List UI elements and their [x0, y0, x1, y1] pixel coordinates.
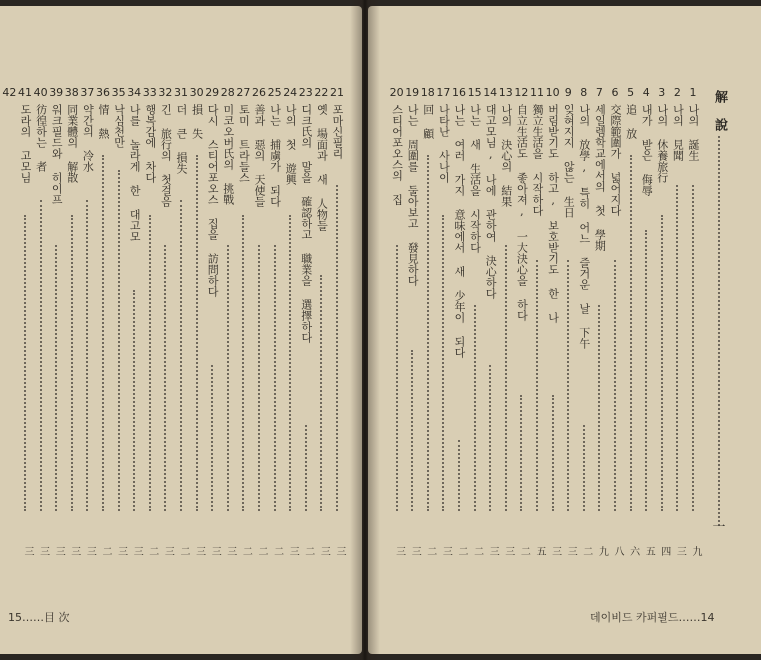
toc-entry-title: 나타난 사나이 [437, 104, 451, 183]
toc-entry-number: 29 [205, 86, 220, 99]
toc-entry [330, 86, 345, 556]
toc-entry-title: 워크필드와 히이프 [50, 104, 64, 205]
toc-entry-page: 三 [502, 546, 514, 556]
toc-entry-title: 追 放 [624, 104, 638, 139]
toc-entry-page: 四 [658, 546, 670, 556]
toc-entry-number: 9 [564, 86, 572, 99]
toc-entry-title: 약간의 冷水 [81, 104, 95, 172]
toc-entry-number: 28 [220, 86, 235, 99]
toc-entry [283, 86, 299, 556]
toc-entry-leader [211, 365, 213, 511]
toc-entry-number: 6 [611, 86, 619, 99]
commentary-heading-leader [718, 136, 720, 526]
toc-entry-leader [86, 200, 88, 511]
toc-entry-page: 二 [580, 546, 592, 556]
toc-entry-page: 二 [456, 546, 467, 556]
toc-entry [142, 86, 158, 556]
toc-entry [514, 86, 530, 556]
toc-entry [220, 86, 236, 556]
toc-entry-leader [227, 245, 229, 511]
toc-entry [483, 86, 499, 556]
toc-entry-page: 三 [549, 546, 561, 556]
toc-entry-page: 三 [115, 546, 127, 556]
toc-entry-title: 나의 休養旅行 [655, 104, 669, 183]
toc-entry-leader [567, 260, 569, 511]
toc-entry-page: 三 [287, 546, 299, 556]
toc-entry-title: 미코오버氏의 挑戰 [221, 104, 235, 205]
toc-entry-page: 二 [146, 546, 158, 556]
right-page-footer: 데이비드 카퍼필드……14 [590, 611, 715, 624]
toc-entry [298, 86, 314, 556]
toc-entry-leader [149, 215, 151, 511]
toc-entry [2, 86, 17, 546]
toc-entry-number: 38 [64, 86, 79, 99]
toc-entry-title: 대고모님, 나에 관하여 決心하다 [484, 104, 498, 299]
toc-entry-number: 33 [142, 86, 157, 99]
toc-entry-page: 三 [224, 546, 236, 556]
toc-entry [80, 86, 96, 556]
toc-entry-page: 三 [565, 546, 577, 556]
toc-entry-title: 나의 放學, 특히 어느 즐거운 날 下午 [577, 104, 591, 349]
toc-entry-page: 三 [37, 546, 49, 556]
toc-entry-page: 三 [409, 546, 421, 556]
left-page-footer: 15……目 次 [8, 611, 70, 624]
toc-entry-page: 三 [334, 546, 345, 556]
toc-entry-page: 三 [440, 546, 452, 556]
toc-entry [33, 86, 49, 556]
toc-entry-leader [645, 230, 647, 511]
toc-entry-title: 回 顧 [421, 104, 435, 139]
toc-entry-title: 自立生活도 좋아져, 一大決心을 하다 [515, 104, 529, 321]
toc-entry-leader [196, 155, 198, 511]
toc-entry-number: 13 [498, 86, 513, 99]
toc-entry [205, 86, 221, 556]
toc-entry-title: 도라의 고모님 [19, 104, 32, 183]
toc-entry-number: 31 [174, 86, 188, 99]
toc-entry-title: 잊혀지지 않는 生日 [562, 104, 576, 218]
toc-entry-number: 21 [330, 86, 344, 99]
toc-entry-title: 나는 새 生活을 시작하다 [468, 104, 482, 253]
toc-entry-leader [396, 245, 398, 511]
toc-entry-leader [474, 305, 476, 511]
toc-entry-page: 三 [162, 546, 174, 556]
toc-entry [670, 86, 686, 556]
toc-entry-page: 三 [68, 546, 80, 556]
toc-entry-leader [133, 290, 135, 511]
toc-entry-number: 7 [595, 86, 603, 99]
toc-entry-number: 27 [236, 86, 251, 99]
toc-entry-page: 九 [690, 546, 701, 556]
toc-entry-number: 41 [18, 86, 32, 99]
toc-entry-leader [692, 185, 694, 511]
toc-entry-number: 14 [483, 86, 498, 99]
toc-entry [236, 86, 252, 556]
toc-entry-leader [458, 440, 460, 511]
toc-entry-leader [40, 200, 42, 511]
toc-entry-number: 8 [580, 86, 588, 99]
toc-entry-leader [520, 395, 522, 511]
toc-entry-number: 26 [252, 86, 266, 99]
commentary-heading [710, 90, 728, 131]
toc-entry-number: 34 [127, 86, 142, 99]
toc-entry [127, 86, 143, 556]
toc-entry-leader [102, 155, 104, 511]
toc-entry-page: 二 [240, 546, 252, 556]
toc-entry-number: 24 [283, 86, 298, 99]
toc-entry-number: 32 [158, 86, 173, 99]
toc-entry-leader [661, 215, 663, 511]
toc-entry-page: 五 [643, 546, 655, 556]
toc-entry-title: 내가 받은 侮辱 [640, 104, 654, 196]
toc-entry-number: 20 [389, 86, 404, 99]
toc-entry-leader [71, 215, 73, 511]
commentary-heading-title: 解 說 [712, 90, 727, 131]
toc-entry-page: 三 [674, 546, 686, 556]
toc-entry-title: 더 큰 損失 [175, 104, 188, 174]
toc-entry-title: 나의 誕生 [687, 104, 700, 161]
toc-entry-number: 11 [530, 86, 544, 99]
toc-entry-number: 23 [298, 86, 313, 99]
toc-entry-page: 二 [424, 546, 436, 556]
toc-entry-leader [505, 245, 507, 511]
toc-entry-leader [164, 245, 166, 511]
toc-entry-page: 三 [84, 546, 96, 556]
toc-entry-leader [427, 155, 429, 511]
toc-entry-page: 二 [100, 546, 111, 556]
toc-entry-page: 二 [302, 546, 314, 556]
toc-entry [389, 86, 405, 556]
toc-entry-number: 2 [673, 86, 681, 99]
toc-entry-page: 二 [178, 546, 189, 556]
toc-entry-leader [336, 185, 338, 511]
toc-entry-title: 損 失 [190, 104, 204, 139]
toc-entry [436, 86, 452, 556]
toc-entry-page: 二 [518, 546, 530, 556]
toc-entry-title: 나는 捕虜가 되다 [268, 104, 282, 207]
toc-entry-leader [598, 305, 600, 511]
toc-entry-title: 情 熱 [97, 104, 110, 139]
toc-entry [452, 86, 467, 556]
toc-entry-title: 나의 見聞 [671, 104, 685, 161]
toc-entry-title: 디크氏의 말을 確認하고 職業을 選擇하다 [299, 104, 313, 343]
commentary-heading-page: 一 [712, 520, 726, 535]
toc-entry-leader [614, 260, 616, 511]
toc-entry-page: 八 [612, 546, 623, 556]
toc-entry-page: 三 [53, 546, 65, 556]
toc-entry-leader [676, 185, 678, 511]
toc-entry [420, 86, 436, 556]
toc-entry-leader [180, 200, 182, 511]
toc-entry [405, 86, 421, 556]
toc-entry-number: 30 [189, 86, 204, 99]
toc-entry-page: 三 [393, 546, 405, 556]
toc-entry [96, 86, 111, 556]
toc-entry-number: 1 [689, 86, 697, 99]
left-page [0, 6, 362, 654]
toc-entry-number: 25 [267, 86, 282, 99]
toc-entry-title: 낙심천만 [112, 104, 126, 148]
right-page [368, 6, 761, 654]
toc-entry-title: 交際範圍가 넓어지다 [609, 104, 622, 216]
toc-entry [577, 86, 592, 556]
toc-entry [624, 86, 639, 556]
toc-entry-leader [442, 215, 444, 511]
toc-entry-leader [320, 275, 322, 511]
toc-entry-number: 5 [627, 86, 635, 99]
toc-entry-title: 獨立生活을 시작하다 [531, 104, 544, 216]
toc-entry [467, 86, 483, 556]
toc-entry-page: 三 [193, 546, 205, 556]
toc-entry [64, 86, 80, 556]
toc-entry-page: 三 [22, 546, 33, 556]
toc-entry [252, 86, 267, 556]
toc-entry [530, 86, 545, 556]
toc-entry-page: 五 [534, 546, 545, 556]
toc-entry-number: 18 [420, 86, 435, 99]
toc-entry-title: 포마신필리 [331, 104, 344, 159]
toc-entry-title: 나는 여러 가지 意味에서 새 少年이 되다 [453, 104, 466, 358]
toc-entry-page: 二 [471, 546, 483, 556]
toc-entry-number: 12 [514, 86, 529, 99]
toc-entry-title: 彷徨하는 者 [34, 104, 48, 172]
toc-entry [158, 86, 174, 556]
toc-entry-leader [583, 425, 585, 511]
toc-entry-leader [274, 245, 276, 511]
toc-entry [545, 86, 561, 556]
toc-entry-page: 三 [318, 546, 330, 556]
toc-entry-leader [489, 365, 491, 511]
toc-entry [592, 86, 608, 556]
toc-entry-title: 버림받기도 하고, 보호받기도 한 나 [546, 104, 560, 323]
toc-entry-title: 스티어포오스의 집 [390, 104, 404, 205]
toc-entry-number: 17 [436, 86, 451, 99]
toc-entry-title: 세일렘학교에서의 첫 學期 [593, 104, 607, 251]
toc-entry-number: 15 [467, 86, 482, 99]
toc-entry [655, 86, 670, 556]
toc-entry [686, 86, 701, 556]
toc-entry-number: 42 [2, 86, 17, 99]
toc-entry-leader [55, 245, 57, 511]
toc-entry-number: 3 [658, 86, 666, 99]
toc-entry-leader [411, 350, 413, 511]
toc-entry-title: 善과 惡의 天使들 [253, 104, 266, 207]
toc-entry-leader [630, 155, 632, 511]
toc-entry-number: 39 [49, 86, 64, 99]
toc-entry [267, 86, 283, 556]
toc-entry-page: 三 [131, 546, 143, 556]
toc-entry-title: 다시 스티어포오스 집을 訪問하다 [206, 104, 220, 297]
toc-entry [49, 86, 65, 556]
toc-entry [639, 86, 655, 556]
toc-entry-title: 나는 周圍를 둘아보고 發見하다 [406, 104, 420, 286]
toc-entry-number: 22 [314, 86, 329, 99]
toc-entry-number: 37 [80, 86, 95, 99]
toc-entry-leader [289, 215, 291, 511]
toc-entry-page: 二 [271, 546, 283, 556]
toc-entry [174, 86, 189, 556]
toc-entry-leader [536, 260, 538, 511]
toc-entry-page: 六 [627, 546, 639, 556]
toc-entry-leader [118, 170, 120, 511]
toc-entry [561, 86, 577, 556]
toc-entry-number: 19 [405, 86, 420, 99]
toc-entry-page: 九 [596, 546, 608, 556]
toc-entry-number: 4 [642, 86, 650, 99]
toc-entry-title: 긴 旅行의 첫걸음 [159, 104, 173, 207]
toc-entry-page: 二 [256, 546, 267, 556]
toc-entry-title: 同業體의 解散 [65, 104, 79, 183]
toc-entry-page: 三 [209, 546, 221, 556]
toc-entry-title: 나를 놀라게 한 대고모 [128, 104, 142, 242]
toc-entry-title: 옛 場面과 새 人物들 [315, 104, 329, 231]
toc-entry-title: 토미 트라들스 [237, 104, 251, 183]
toc-entry [498, 86, 514, 556]
toc-entry-number: 36 [96, 86, 110, 99]
toc-entry [189, 86, 205, 556]
toc-entry-leader [242, 215, 244, 511]
toc-entry-number: 16 [452, 86, 466, 99]
toc-entry-number: 10 [545, 86, 560, 99]
toc-entry-leader [305, 425, 307, 511]
toc-entry-page: 三 [487, 546, 499, 556]
toc-entry-title: 나의 첫 遊興 [284, 104, 298, 185]
toc-entry-title: 행복감에 차다 [143, 104, 157, 183]
toc-entry [111, 86, 127, 556]
toc-entry-number: 35 [111, 86, 126, 99]
toc-entry-title: 나의 決心의 結果 [499, 104, 513, 207]
toc-entry-leader [552, 395, 554, 511]
toc-entry [18, 86, 33, 556]
toc-entry-leader [258, 245, 260, 511]
toc-entry [314, 86, 330, 556]
toc-entry [608, 86, 623, 556]
toc-entry-number: 40 [33, 86, 48, 99]
toc-entry-leader [24, 215, 26, 511]
